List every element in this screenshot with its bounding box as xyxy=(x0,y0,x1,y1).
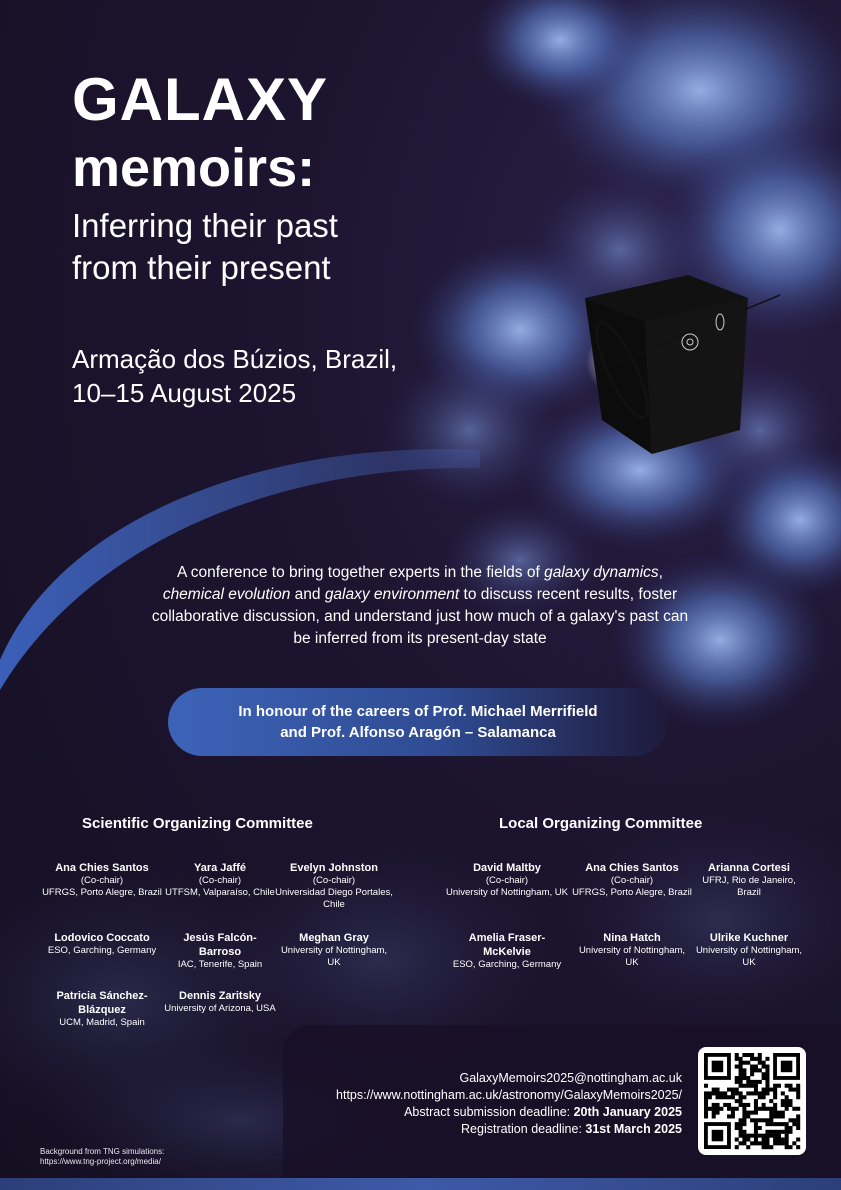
member-name: Arianna Cortesi xyxy=(708,862,790,874)
abstract-term-chemical: chemical evolution xyxy=(162,586,291,603)
member-role: (Co-chair) xyxy=(80,875,124,886)
loc-member xyxy=(572,931,692,969)
member-name: Patricia Sánchez-Blázquez xyxy=(56,990,148,1016)
member-affiliation: UFRGS, Porto Alegre, Brazil xyxy=(42,887,162,898)
loc-member xyxy=(442,931,572,971)
loc-member xyxy=(442,861,572,899)
registration-deadline xyxy=(290,1121,682,1138)
contact-info xyxy=(290,1070,682,1138)
member-affiliation: UFRGS, Porto Alegre, Brazil xyxy=(572,887,692,898)
soc-member xyxy=(42,861,162,899)
abstract-deadline-label: Abstract submission deadline: xyxy=(404,1105,574,1119)
member-role: (Co-chair) xyxy=(198,875,242,886)
contact-email[interactable]: GalaxyMemoirs2025@nottingham.ac.uk xyxy=(459,1071,682,1085)
member-name: Dennis Zaritsky xyxy=(179,990,261,1002)
subtitle-line2: from their present xyxy=(72,249,331,286)
abstract-part-1: A conference to bring together experts in the fields of xyxy=(177,564,545,581)
member-affiliation: University of Nottingham, UK xyxy=(446,887,568,898)
abstract-deadline xyxy=(290,1104,682,1121)
member-affiliation: University of Nottingham, UK xyxy=(695,945,803,968)
member-affiliation: University of Arizona, USA xyxy=(164,1003,276,1014)
member-name: Ana Chies Santos xyxy=(55,862,149,874)
member-role: (Co-chair) xyxy=(610,875,654,886)
abstract-term-environment: galaxy environment xyxy=(324,586,460,603)
credit-url[interactable]: https://www.tng-project.org/media/ xyxy=(40,1157,161,1166)
registration-deadline-label: Registration deadline: xyxy=(461,1122,586,1136)
honour-line1: In honour of the careers of Prof. Michael Merrifield xyxy=(238,703,598,720)
member-affiliation: UFRJ, Rio de Janeiro, Brazil xyxy=(702,875,796,898)
member-affiliation: IAC, Tenerife, Spain xyxy=(177,959,263,970)
member-affiliation: UCM, Madrid, Spain xyxy=(59,1017,145,1028)
soc-member xyxy=(160,861,280,899)
member-name: David Maltby xyxy=(473,862,541,874)
member-role: (Co-chair) xyxy=(485,875,529,886)
abstract-part-4: to discuss recent results, foster collaborative discussion, and understand just how much of a galaxy's past can be inferred from its present-day state xyxy=(151,586,689,647)
subtitle-line1: Inferring their past xyxy=(72,207,338,244)
member-name: Amelia Fraser-McKelvie xyxy=(468,932,546,958)
member-affiliation: UTFSM, Valparaíso, Chile xyxy=(165,887,275,898)
qr-code[interactable] xyxy=(698,1047,806,1155)
member-affiliation: ESO, Garching, Germany xyxy=(47,945,157,956)
title-galaxy: GALAXY xyxy=(72,66,329,133)
member-name: Ana Chies Santos xyxy=(585,862,679,874)
loc-member xyxy=(572,861,692,899)
member-name: Lodovico Coccato xyxy=(54,932,150,944)
member-affiliation: Universidad Diego Portales, Chile xyxy=(275,887,393,910)
graduation-cap-cube-logo xyxy=(580,270,790,470)
member-name: Ulrike Kuchner xyxy=(709,932,789,944)
soc-member xyxy=(274,931,394,969)
member-name: Nina Hatch xyxy=(603,932,661,944)
abstract-part-3: and xyxy=(290,586,325,603)
honour-banner xyxy=(168,688,668,756)
soc-member xyxy=(160,989,280,1015)
soc-member xyxy=(42,931,162,957)
member-name: Yara Jaffé xyxy=(194,862,246,874)
abstract-deadline-date: 20th January 2025 xyxy=(573,1105,682,1119)
credit-line1: Background from TNG simulations: xyxy=(40,1147,165,1156)
subtitle xyxy=(72,205,432,289)
conference-url[interactable]: https://www.nottingham.ac.uk/astronomy/GalaxyMemoirs2025/ xyxy=(336,1088,682,1102)
member-affiliation: University of Nottingham, UK xyxy=(280,945,388,968)
member-name: Evelyn Johnston xyxy=(289,862,379,874)
location-date xyxy=(72,342,452,410)
abstract-text xyxy=(150,562,690,650)
location-line: Armação dos Búzios, Brazil, xyxy=(72,344,398,374)
loc-member xyxy=(694,931,804,969)
registration-deadline-date: 31st March 2025 xyxy=(585,1122,682,1136)
member-role: (Co-chair) xyxy=(312,875,356,886)
soc-title: Scientific Organizing Committee xyxy=(82,815,313,832)
abstract-part-2: , xyxy=(658,564,663,581)
loc-member xyxy=(694,861,804,899)
title-memoirs: memoirs: xyxy=(72,138,316,198)
background-credit xyxy=(40,1147,164,1167)
member-affiliation: University of Nottingham, UK xyxy=(578,945,686,968)
abstract-term-dynamics: galaxy dynamics xyxy=(544,564,659,581)
qr-code-icon xyxy=(698,1047,806,1155)
member-name: Jesús Falcón-Barroso xyxy=(183,932,257,958)
loc-title: Local Organizing Committee xyxy=(499,815,703,832)
bottom-bar xyxy=(0,1178,841,1190)
soc-member xyxy=(160,931,280,971)
soc-member xyxy=(274,861,394,911)
honour-line2: and Prof. Alfonso Aragón – Salamanca xyxy=(280,724,556,741)
date-line: 10–15 August 2025 xyxy=(72,378,297,408)
soc-member xyxy=(42,989,162,1029)
member-affiliation: ESO, Garching, Germany xyxy=(452,959,562,970)
member-name: Meghan Gray xyxy=(299,932,369,944)
